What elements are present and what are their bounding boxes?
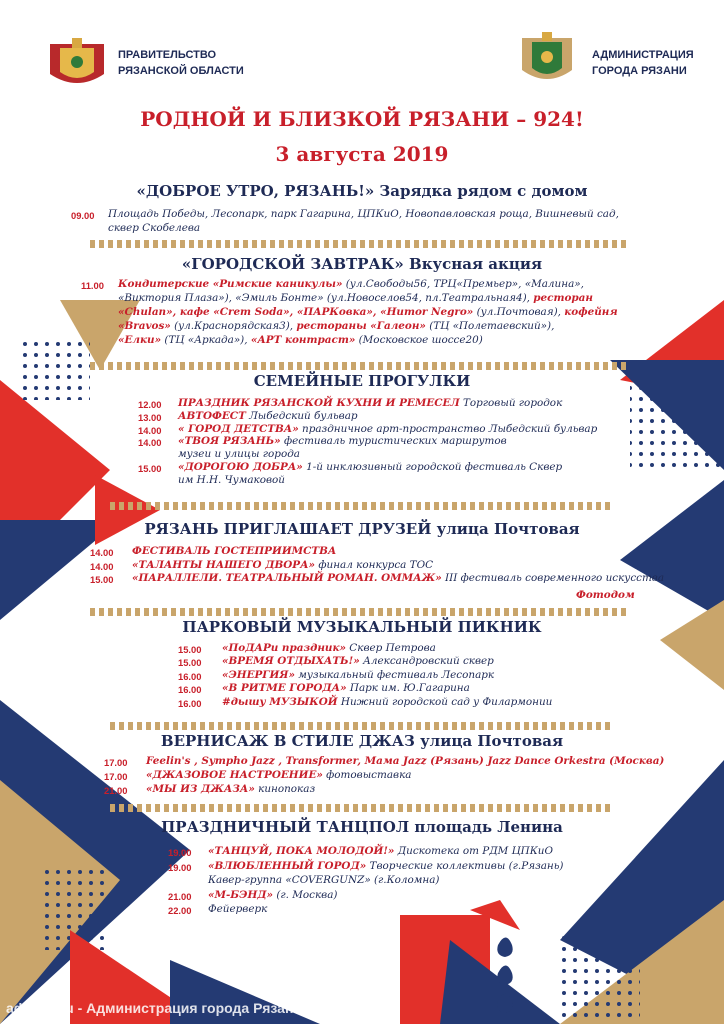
event-name: «ВЛЮБЛЕННЫЙ ГОРОД» [208,859,367,872]
list-item [208,874,439,887]
event-time: 13.00 [138,411,162,423]
event-text: музеи и улицы города [178,448,300,461]
page-title: РОДНОЙ И БЛИЗКОЙ РЯЗАНИ – 924! [140,107,584,131]
event-date: 3 августа 2019 [275,142,449,166]
event-name: ПРАЗДНИК РЯЗАНСКОЙ КУХНИ И РЕМЕСЕЛ [178,397,460,409]
list-item [118,292,593,305]
event-name: «В РИТМЕ ГОРОДА» [222,682,347,695]
event-text: сквер Скобелева [108,222,201,234]
list-item [138,461,563,474]
event-time: 11.00 [81,280,104,291]
event-name: АВТОФЕСТ [178,409,246,422]
event-time: 12.00 [138,399,162,410]
event-text: (ТЦ «Полетаевский»), [425,320,555,332]
separator-3 [110,502,610,510]
event-name: ФЕСТИВАЛЬ ГОСТЕПРИИМСТВА [132,545,337,557]
separator-6 [110,804,610,812]
event-time: 15.00 [138,463,162,474]
event-text: Творческие коллективы (г.Рязань) [366,859,564,872]
right-org-line2: ГОРОДА РЯЗАНИ [592,65,687,77]
event-text: фотовыставка [322,769,412,782]
separator-5 [110,722,610,730]
section-heading-jazz: ВЕРНИСАЖ В СТИЛЕ ДЖАЗ улица Почтовая [160,732,564,750]
event-text: Лыбедский бульвар [245,409,358,422]
event-name: «ТАНЦУЙ, ПОКА МОЛОДОЙ!» [208,845,395,857]
list-item [168,845,553,858]
list-item [138,422,598,436]
event-time: 21.00 [168,890,192,902]
fotodom-label [576,589,635,602]
left-org-line1: ПРАВИТЕЛЬСТВО [118,49,217,61]
list-item [178,668,495,682]
event-text: (ул.Краснорядская3), [170,320,297,332]
left-org-line2: РЯЗАНСКОЙ ОБЛАСТИ [118,65,244,77]
event-name: «ПоДАРи праздник» [222,642,346,654]
list-item [178,682,470,696]
list-item [138,409,358,423]
dots-left [20,340,90,400]
event-time: 21.00 [104,785,128,797]
event-name: рестораны «Галеон» [296,320,426,332]
event-text: Торговый городок [459,397,563,409]
event-text: III фестиваль современного искусства [441,572,665,584]
event-time: 16.00 [178,697,202,709]
event-name: «М-БЭНД» [208,888,274,901]
event-name: «ДОРОГОЮ ДОБРА» [178,461,303,473]
left-org-name [118,47,244,79]
event-text: кинопоказ [254,783,316,796]
extra-text: Фотодом [576,589,635,601]
event-time: 16.00 [178,670,202,682]
event-name: «Елки» [118,334,162,346]
separator-4 [90,608,630,616]
event-name: «ДЖАЗОВОЕ НАСТРОЕНИЕ» [146,769,323,782]
event-text: праздничное арт-пространство Лыбедский бульвар [298,422,598,435]
section-heading-picnic: ПАРКОВЫЙ МУЗЫКАЛЬНЫЙ ПИКНИК [182,618,542,636]
event-text: Александровский сквер [359,655,494,668]
navy-block-right [620,480,724,620]
section-heading-morning: «ДОБРОЕ УТРО, РЯЗАНЬ!» Зарядка рядом с домом [136,182,588,200]
event-time: 14.00 [90,560,114,572]
list-item [178,448,300,461]
list-item [90,572,665,585]
ryazan-region-coat-of-arms-icon [46,34,108,88]
event-name: кофейня [564,306,618,318]
event-time: 22.00 [168,905,192,916]
event-text: им Н.Н. Чумаковой [178,473,285,486]
event-time: 15.00 [90,574,114,585]
event-name: «ЭНЕРГИЯ» [222,668,295,681]
event-text: 1-й инклюзивный городской фестиваль Сквер [302,461,563,473]
event-time: 19.00 [168,861,192,873]
event-time: 14.00 [138,437,162,449]
list-item [138,435,507,449]
event-name: «ВРЕМЯ ОТДЫХАТЬ!» [222,655,360,668]
event-text: Фейерверк [208,903,268,915]
footer-watermark: admrzn.ru - Администрация города Рязани [6,1000,303,1016]
event-time: 15.00 [178,657,202,669]
event-text: (г. Москва) [273,888,338,901]
list-item [104,755,665,768]
section-heading-dance: ПРАЗДНИЧНЫЙ ТАНЦПОЛ площадь Ленина [161,818,563,836]
list-item [118,306,618,319]
event-name: ресторан [533,292,593,304]
event-time: 09.00 [71,210,95,221]
list-item [71,208,619,221]
event-text: «Виктория Плаза»), «Эмиль Бонте» (ул.Новоселов54, пл.Театральная4), [118,292,534,304]
list-item [168,888,338,902]
right-org-line1: АДМИНИСТРАЦИЯ [592,49,694,61]
event-text: (Московское шоссе20) [355,334,483,346]
event-text: Нижний городской сад у Филармонии [337,695,553,708]
right-org-name [592,47,694,79]
event-name: «Chulan», кафе «Crem Soda», «ПАРКовка», «Humor Negro» [118,306,474,318]
event-text: Кавер-группа «COVERGUNZ» (г.Коломна) [208,874,440,886]
event-text: музыкальный фестиваль Лесопарк [294,668,495,681]
event-time: 17.00 [104,771,128,783]
list-item [168,859,564,873]
event-text: Сквер Петрова [346,642,436,654]
list-item [104,783,316,797]
event-text: финал конкурса ТОС [315,558,434,571]
section-heading-friends: РЯЗАНЬ ПРИГЛАШАЕТ ДРУЗЕЙ улица Почтовая [144,520,580,538]
event-name: #дышу МУЗЫКОЙ [222,695,338,708]
ryazan-city-coat-of-arms-icon [512,30,582,90]
list-item [178,655,494,669]
list-item [90,558,434,572]
event-name: «ТВОЯ РЯЗАНЬ» [178,435,281,448]
list-item [81,278,584,291]
event-time: 16.00 [178,684,202,696]
event-time: 14.00 [90,547,114,558]
event-text: Площадь Победы, Лесопарк, парк Гагарина, ЦПКиО, Новопавловская роща, Вишневый сад, [108,208,619,220]
event-name: «ТАЛАНТЫ НАШЕГО ДВОРА» [132,558,316,571]
list-item [118,334,483,347]
event-text: Парк им. Ю.Гагарина [346,682,470,695]
list-item [104,769,412,783]
section-heading-breakfast: «ГОРОДСКОЙ ЗАВТРАК» Вкусная акция [181,255,543,273]
event-text: (ТЦ «Аркада»), [161,334,251,346]
event-name: Feelin's , Sympho Jazz , Transformer, Мама Jazz (Рязань) Jazz Dance Orkestra (Москва) [146,755,665,767]
separator-2 [90,362,630,370]
event-time: 15.00 [178,644,202,655]
list-item [178,474,285,487]
event-name: «ПАРАЛЛЕЛИ. ТЕАТРАЛЬНЫЙ РОМАН. ОММАЖ» [132,572,442,584]
event-text: фестиваль туристических маршрутов [280,435,507,448]
section-heading-family-walks: СЕМЕЙНЫЕ ПРОГУЛКИ [253,372,471,390]
event-name: «Bravos» [118,320,171,332]
list-item [90,545,337,558]
list-item [168,903,268,916]
list-item [178,642,436,655]
event-name: « ГОРОД ДЕТСТВА» [178,422,299,435]
list-item [108,222,200,235]
separator-1 [90,240,630,248]
event-name: «АРТ контраст» [250,334,356,346]
gold-triangle-right [660,600,724,690]
event-time: 17.00 [104,757,128,768]
list-item [138,397,563,410]
event-text: Дискотека от РДМ ЦПКиО [394,845,553,857]
event-text: (ул.Свободы56, ТРЦ«Премьер», «Малина», [342,278,584,290]
event-name: Кондитерские «Римские каникулы» [118,278,343,290]
event-time: 19.00 [168,847,192,858]
event-name: «МЫ ИЗ ДЖАЗА» [146,783,255,796]
list-item [118,320,554,333]
event-time: 14.00 [138,424,162,436]
event-text: (ул.Почтовая), [473,306,565,318]
list-item [178,695,553,709]
